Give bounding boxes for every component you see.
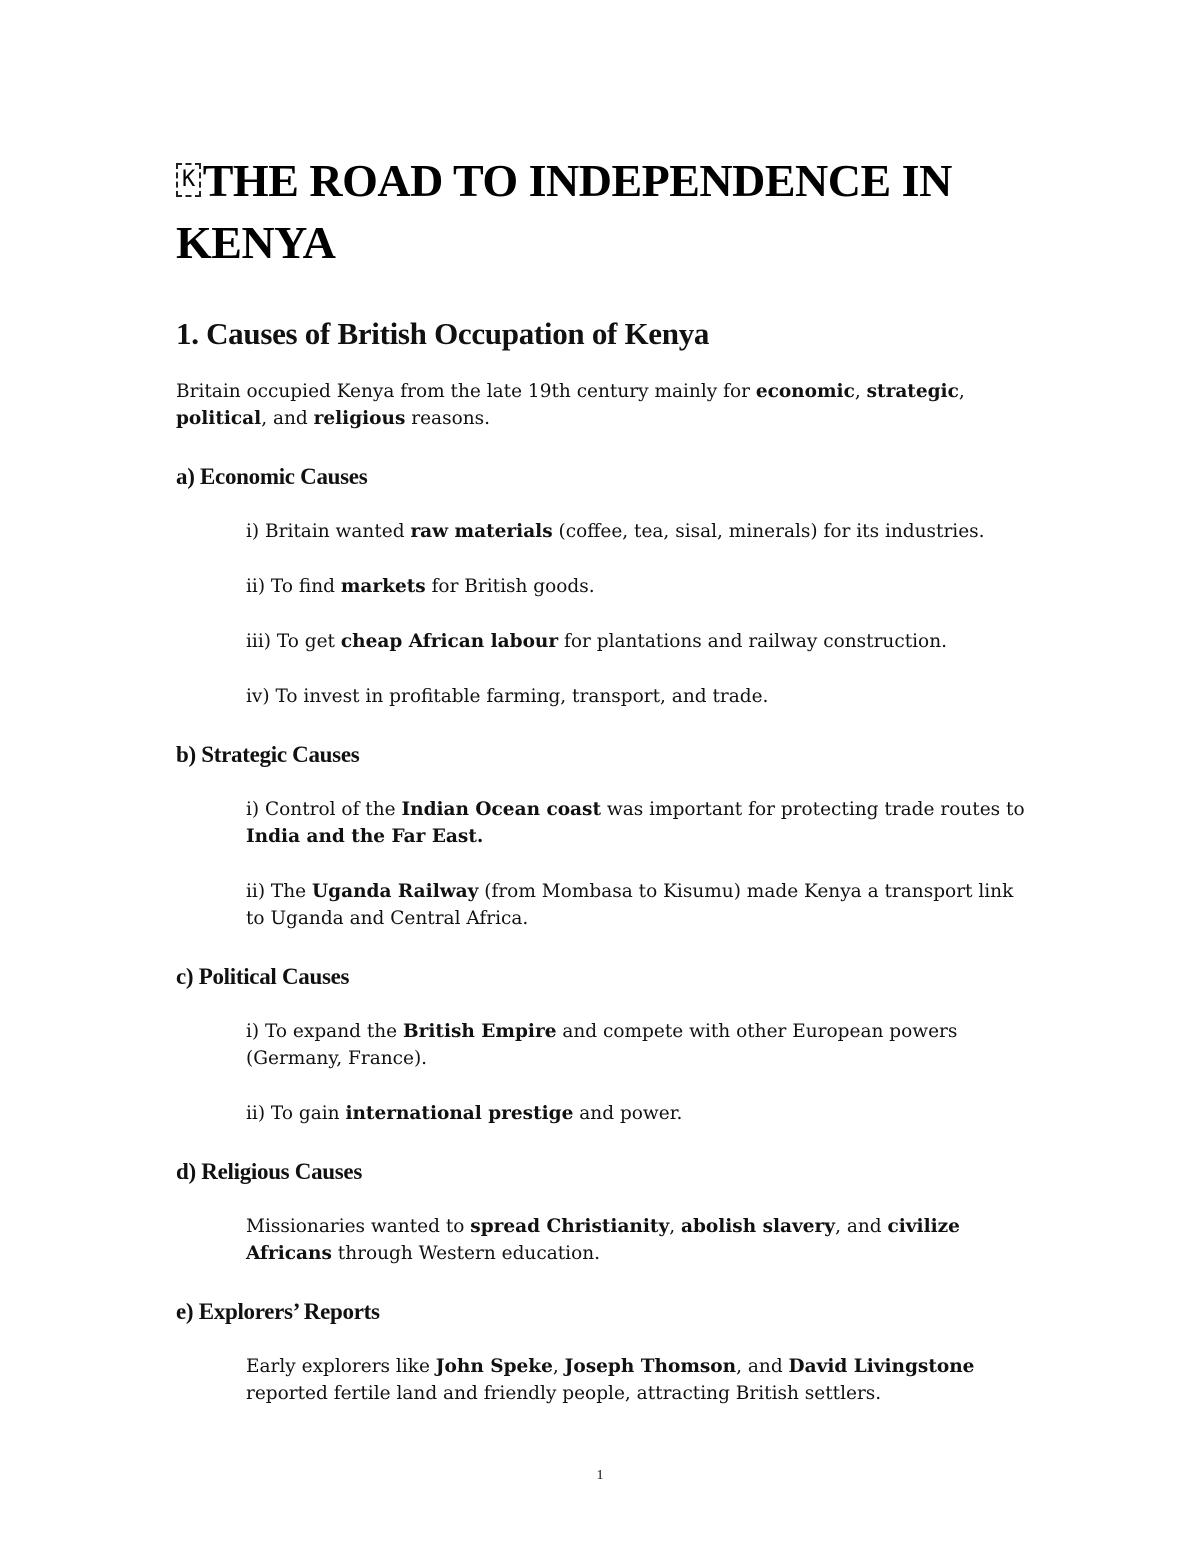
- text-run: (coffee, tea, sisal, minerals) for its industries.: [552, 521, 985, 542]
- bold-term: political: [176, 408, 262, 429]
- subsection-point: [246, 573, 1026, 600]
- subsection-point: [246, 628, 1026, 655]
- subsection-point: [246, 1018, 1026, 1072]
- subsections-container: [176, 462, 1036, 1407]
- text-run: iii) To get: [246, 631, 341, 652]
- text-run: Britain occupied Kenya from the late 19th century mainly for: [176, 381, 756, 402]
- text-run: , and: [736, 1356, 789, 1377]
- text-run: i) Control of the: [246, 799, 402, 820]
- text-run: (from Mombasa to Kisumu) made Kenya a transport link to Uganda and Central Africa.: [246, 881, 1014, 929]
- missing-glyph-box: K: [176, 163, 201, 197]
- text-run: ii) To gain: [246, 1103, 346, 1124]
- text-run: ii) The: [246, 881, 313, 902]
- subsection-heading-explorers: e) Explorers’ Reports: [176, 1299, 380, 1324]
- intro-paragraph: [176, 378, 1036, 432]
- text-run: ,: [669, 1216, 681, 1237]
- text-run: through Western education.: [331, 1243, 601, 1264]
- text-run: Early explorers like: [246, 1356, 436, 1377]
- bold-term: John Speke: [435, 1356, 553, 1377]
- text-run: , and: [835, 1216, 888, 1237]
- bold-term: strategic: [866, 381, 959, 402]
- document-title: [176, 150, 1036, 274]
- bold-term: economic: [755, 381, 855, 402]
- bold-term: international prestige: [345, 1103, 574, 1124]
- text-run: i) Britain wanted: [246, 521, 411, 542]
- text-run: for plantations and railway construction.: [558, 631, 947, 652]
- bold-term: Indian Ocean coast: [401, 799, 602, 820]
- subsection-point: [246, 1353, 1026, 1407]
- text-run: i) To expand the: [246, 1021, 404, 1042]
- document-title-text: THE ROAD TO INDEPENDENCE IN KENYA: [176, 155, 952, 268]
- text-run: , and: [261, 408, 314, 429]
- text-run: and power.: [573, 1103, 683, 1124]
- text-run: reasons.: [405, 408, 490, 429]
- subsection-point: [246, 1100, 1026, 1127]
- bold-term: civilize Africans: [246, 1216, 960, 1264]
- subsection-point: [246, 796, 1026, 850]
- section-heading: 1. Causes of British Occupation of Kenya: [176, 316, 710, 351]
- document-page: [176, 150, 1036, 1407]
- subsection-heading-economic: a) Economic Causes: [176, 464, 368, 489]
- bold-term: abolish slavery: [680, 1216, 836, 1237]
- text-run: ii) To find: [246, 576, 341, 597]
- text-run: Missionaries wanted to: [246, 1216, 471, 1237]
- subsection-heading-political: c) Political Causes: [176, 964, 350, 989]
- text-run: and compete with other European powers (Germany, France).: [246, 1021, 958, 1069]
- bold-term: David Livingstone: [788, 1356, 975, 1377]
- bold-term: Joseph Thomson: [564, 1356, 737, 1377]
- subsection-point: [246, 878, 1026, 932]
- subsection-point: [246, 683, 1026, 710]
- bold-term: raw materials: [410, 521, 553, 542]
- bold-term: British Empire: [403, 1021, 557, 1042]
- text-run: reported fertile land and friendly people, attracting British settlers.: [246, 1383, 882, 1404]
- page-number: 1: [596, 1468, 604, 1483]
- text-run: ,: [958, 381, 965, 402]
- bold-term: cheap African labour: [340, 631, 559, 652]
- subsection-point: [246, 1213, 1026, 1267]
- text-run: ,: [552, 1356, 565, 1377]
- bold-term: religious: [313, 408, 406, 429]
- subsection-point: [246, 518, 1026, 545]
- bold-term: spread Christianity: [470, 1216, 670, 1237]
- subsection-heading-strategic: b) Strategic Causes: [176, 742, 360, 767]
- subsection-heading-religious: d) Religious Causes: [176, 1159, 362, 1184]
- text-run: ,: [854, 381, 867, 402]
- bold-term: Uganda Railway: [312, 881, 479, 902]
- text-run: iv) To invest in profitable farming, transport, and trade.: [246, 686, 769, 707]
- bold-term: India and the Far East.: [246, 826, 484, 847]
- bold-term: markets: [340, 576, 426, 597]
- text-run: was important for protecting trade routes to: [601, 799, 1025, 820]
- text-run: for British goods.: [425, 576, 595, 597]
